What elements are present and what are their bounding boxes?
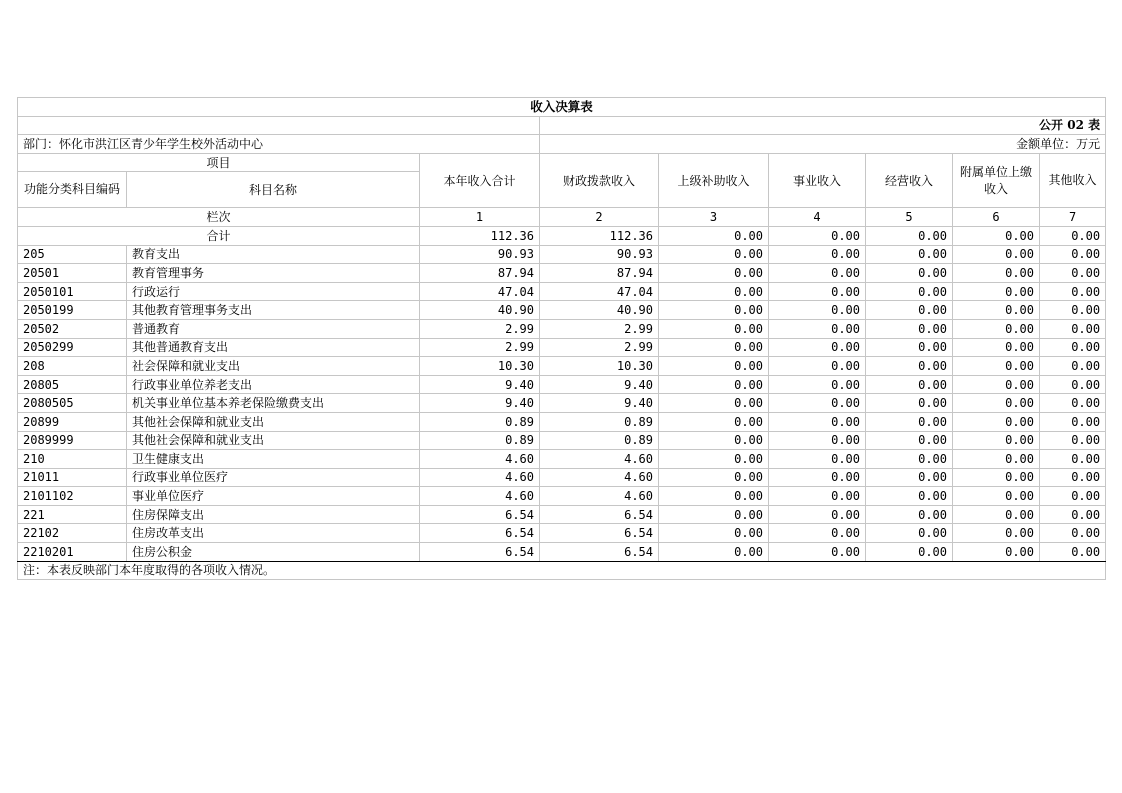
- row-value: 0.00: [659, 338, 769, 357]
- row-value: 0.00: [1040, 487, 1106, 506]
- column-number: 3: [659, 208, 769, 227]
- column-number: 1: [420, 208, 540, 227]
- row-code: 20502: [18, 319, 127, 338]
- row-value: 0.00: [659, 264, 769, 283]
- row-value: 0.00: [659, 450, 769, 469]
- header-col-7: 其他收入: [1040, 153, 1106, 208]
- row-value: 0.00: [769, 301, 866, 320]
- row-value: 0.00: [866, 264, 953, 283]
- department-label: 部门：怀化市洪江区青少年学生校外活动中心: [18, 135, 540, 154]
- row-value: 9.40: [420, 394, 540, 413]
- row-code: 2101102: [18, 487, 127, 506]
- row-value: 4.60: [420, 450, 540, 469]
- row-name: 住房公积金: [127, 543, 420, 562]
- row-code: 22102: [18, 524, 127, 543]
- table-row: [18, 450, 1106, 469]
- total-value: 0.00: [953, 226, 1040, 245]
- table-title: 收入决算表: [18, 98, 1106, 117]
- row-value: 0.00: [769, 319, 866, 338]
- total-value: 0.00: [866, 226, 953, 245]
- row-value: 0.00: [953, 245, 1040, 264]
- row-value: 4.60: [540, 487, 659, 506]
- column-number: 5: [866, 208, 953, 227]
- row-value: 0.00: [659, 468, 769, 487]
- form-number-row: [18, 116, 1106, 135]
- row-name: 其他社会保障和就业支出: [127, 431, 420, 450]
- row-value: 87.94: [540, 264, 659, 283]
- row-value: 0.00: [769, 357, 866, 376]
- row-value: 0.00: [769, 282, 866, 301]
- row-value: 0.00: [866, 524, 953, 543]
- row-value: 0.89: [420, 431, 540, 450]
- row-name: 其他教育管理事务支出: [127, 301, 420, 320]
- row-value: 0.00: [953, 301, 1040, 320]
- table-row: [18, 468, 1106, 487]
- row-value: 0.00: [769, 394, 866, 413]
- row-value: 0.00: [1040, 431, 1106, 450]
- row-value: 0.00: [866, 487, 953, 506]
- unit-label: 金额单位：万元: [540, 135, 1106, 154]
- table-row: [18, 505, 1106, 524]
- row-value: 0.00: [659, 543, 769, 562]
- row-name: 其他普通教育支出: [127, 338, 420, 357]
- row-name: 住房改革支出: [127, 524, 420, 543]
- row-value: 0.00: [1040, 338, 1106, 357]
- row-code: 2050199: [18, 301, 127, 320]
- row-value: 0.00: [953, 394, 1040, 413]
- row-value: 0.00: [953, 431, 1040, 450]
- row-value: 9.40: [540, 375, 659, 394]
- row-value: 0.00: [866, 394, 953, 413]
- header-row-1: [18, 153, 1106, 172]
- row-value: 90.93: [420, 245, 540, 264]
- row-value: 0.00: [953, 487, 1040, 506]
- row-value: 0.00: [1040, 375, 1106, 394]
- row-value: 0.00: [953, 338, 1040, 357]
- row-code: 2050299: [18, 338, 127, 357]
- row-value: 0.00: [659, 487, 769, 506]
- row-value: 0.00: [769, 412, 866, 431]
- row-code: 208: [18, 357, 127, 376]
- row-value: 0.00: [953, 412, 1040, 431]
- table-row: [18, 487, 1106, 506]
- row-value: 2.99: [420, 319, 540, 338]
- total-value: 112.36: [540, 226, 659, 245]
- header-col-3: 上级补助收入: [659, 153, 769, 208]
- total-value: 0.00: [1040, 226, 1106, 245]
- row-name: 事业单位医疗: [127, 487, 420, 506]
- row-value: 0.00: [866, 543, 953, 562]
- row-value: 0.00: [866, 505, 953, 524]
- table-row: [18, 375, 1106, 394]
- row-name: 住房保障支出: [127, 505, 420, 524]
- row-value: 0.00: [866, 319, 953, 338]
- table-row: [18, 319, 1106, 338]
- row-code: 20501: [18, 264, 127, 283]
- column-number: 7: [1040, 208, 1106, 227]
- total-label: 合计: [18, 226, 420, 245]
- income-final-accounts-table: [17, 97, 1106, 580]
- row-value: 0.00: [866, 450, 953, 469]
- row-value: 0.00: [1040, 357, 1106, 376]
- table-row: [18, 245, 1106, 264]
- row-value: 0.00: [1040, 543, 1106, 562]
- row-value: 0.00: [769, 543, 866, 562]
- row-code: 2080505: [18, 394, 127, 413]
- row-value: 0.00: [769, 524, 866, 543]
- row-value: 2.99: [540, 319, 659, 338]
- row-value: 6.54: [540, 524, 659, 543]
- row-value: 0.00: [1040, 282, 1106, 301]
- header-name: 科目名称: [127, 172, 420, 208]
- row-name: 教育支出: [127, 245, 420, 264]
- header-col-6: 附属单位上缴收入: [953, 153, 1040, 208]
- row-value: 0.00: [659, 412, 769, 431]
- row-value: 0.00: [953, 524, 1040, 543]
- row-value: 0.00: [953, 505, 1040, 524]
- row-value: 2.99: [420, 338, 540, 357]
- row-value: 0.00: [866, 301, 953, 320]
- row-value: 0.00: [953, 319, 1040, 338]
- total-value: 0.00: [659, 226, 769, 245]
- header-item: 项目: [18, 153, 420, 172]
- row-code: 2089999: [18, 431, 127, 450]
- row-value: 47.04: [420, 282, 540, 301]
- total-row: [18, 226, 1106, 245]
- row-value: 0.89: [540, 431, 659, 450]
- row-value: 0.00: [659, 301, 769, 320]
- row-value: 0.00: [866, 245, 953, 264]
- row-value: 0.00: [1040, 412, 1106, 431]
- header-col-1: 本年收入合计: [420, 153, 540, 208]
- row-value: 0.00: [659, 394, 769, 413]
- header-code: 功能分类科目编码: [18, 172, 127, 208]
- row-value: 6.54: [420, 543, 540, 562]
- table-row: [18, 394, 1106, 413]
- row-name: 社会保障和就业支出: [127, 357, 420, 376]
- row-value: 4.60: [540, 450, 659, 469]
- row-value: 0.00: [953, 357, 1040, 376]
- row-value: 0.00: [659, 524, 769, 543]
- row-code: 21011: [18, 468, 127, 487]
- row-value: 0.00: [1040, 524, 1106, 543]
- table-row: [18, 264, 1106, 283]
- row-code: 221: [18, 505, 127, 524]
- row-value: 0.00: [659, 375, 769, 394]
- meta-row: [18, 135, 1106, 154]
- row-value: 0.00: [659, 245, 769, 264]
- row-value: 0.00: [659, 505, 769, 524]
- row-value: 0.00: [866, 412, 953, 431]
- row-code: 210: [18, 450, 127, 469]
- column-number-label: 栏次: [18, 208, 420, 227]
- row-value: 0.89: [540, 412, 659, 431]
- row-value: 0.00: [866, 357, 953, 376]
- row-value: 0.00: [866, 468, 953, 487]
- row-value: 40.90: [420, 301, 540, 320]
- column-number: 2: [540, 208, 659, 227]
- row-value: 0.00: [953, 450, 1040, 469]
- row-value: 0.00: [1040, 450, 1106, 469]
- row-value: 0.00: [1040, 468, 1106, 487]
- row-value: 0.00: [769, 505, 866, 524]
- row-code: 20899: [18, 412, 127, 431]
- row-value: 0.00: [769, 431, 866, 450]
- row-value: 0.00: [1040, 319, 1106, 338]
- row-value: 40.90: [540, 301, 659, 320]
- row-code: 2210201: [18, 543, 127, 562]
- row-value: 0.00: [953, 282, 1040, 301]
- row-name: 机关事业单位基本养老保险缴费支出: [127, 394, 420, 413]
- table-row: [18, 338, 1106, 357]
- row-value: 87.94: [420, 264, 540, 283]
- row-value: 0.00: [659, 319, 769, 338]
- row-value: 6.54: [420, 505, 540, 524]
- row-name: 行政事业单位养老支出: [127, 375, 420, 394]
- table-row: [18, 543, 1106, 562]
- row-value: 0.00: [769, 487, 866, 506]
- row-value: 6.54: [540, 543, 659, 562]
- row-value: 6.54: [420, 524, 540, 543]
- row-value: 0.00: [953, 264, 1040, 283]
- header-col-2: 财政拨款收入: [540, 153, 659, 208]
- row-value: 4.60: [420, 468, 540, 487]
- title-row: [18, 98, 1106, 117]
- total-value: 112.36: [420, 226, 540, 245]
- row-value: 4.60: [540, 468, 659, 487]
- table-note: 注：本表反映部门本年度取得的各项收入情况。: [18, 561, 1106, 580]
- row-value: 10.30: [420, 357, 540, 376]
- row-value: 4.60: [420, 487, 540, 506]
- data-rows: [18, 245, 1106, 561]
- row-value: 0.00: [866, 431, 953, 450]
- row-value: 6.54: [540, 505, 659, 524]
- row-value: 0.00: [866, 282, 953, 301]
- row-code: 2050101: [18, 282, 127, 301]
- row-value: 0.00: [1040, 301, 1106, 320]
- total-value: 0.00: [769, 226, 866, 245]
- table-row: [18, 357, 1106, 376]
- row-code: 20805: [18, 375, 127, 394]
- row-code: 205: [18, 245, 127, 264]
- row-name: 教育管理事务: [127, 264, 420, 283]
- column-number: 6: [953, 208, 1040, 227]
- note-row: [18, 561, 1106, 580]
- header-col-4: 事业收入: [769, 153, 866, 208]
- row-value: 2.99: [540, 338, 659, 357]
- row-value: 0.00: [1040, 505, 1106, 524]
- row-name: 其他社会保障和就业支出: [127, 412, 420, 431]
- row-value: 0.00: [1040, 264, 1106, 283]
- form-number: 公开 02 表: [540, 116, 1106, 135]
- row-value: 0.00: [769, 338, 866, 357]
- row-value: 0.00: [1040, 394, 1106, 413]
- row-value: 0.00: [1040, 245, 1106, 264]
- row-value: 0.00: [953, 375, 1040, 394]
- row-value: 0.00: [953, 468, 1040, 487]
- table-row: [18, 431, 1106, 450]
- row-value: 0.00: [866, 375, 953, 394]
- column-number-row: [18, 208, 1106, 227]
- header-col-5: 经营收入: [866, 153, 953, 208]
- row-value: 9.40: [420, 375, 540, 394]
- row-value: 0.00: [769, 264, 866, 283]
- row-value: 0.00: [769, 245, 866, 264]
- row-value: 47.04: [540, 282, 659, 301]
- column-number: 4: [769, 208, 866, 227]
- row-value: 9.40: [540, 394, 659, 413]
- row-value: 0.00: [866, 338, 953, 357]
- row-value: 0.00: [769, 450, 866, 469]
- row-name: 卫生健康支出: [127, 450, 420, 469]
- row-value: 0.00: [769, 375, 866, 394]
- table-row: [18, 524, 1106, 543]
- row-value: 0.00: [659, 431, 769, 450]
- row-value: 90.93: [540, 245, 659, 264]
- row-name: 行政运行: [127, 282, 420, 301]
- row-value: 0.00: [659, 282, 769, 301]
- row-name: 普通教育: [127, 319, 420, 338]
- table-row: [18, 412, 1106, 431]
- row-value: 0.00: [769, 468, 866, 487]
- table-row: [18, 301, 1106, 320]
- row-value: 0.00: [953, 543, 1040, 562]
- row-value: 10.30: [540, 357, 659, 376]
- table-row: [18, 282, 1106, 301]
- row-name: 行政事业单位医疗: [127, 468, 420, 487]
- row-value: 0.00: [659, 357, 769, 376]
- row-value: 0.89: [420, 412, 540, 431]
